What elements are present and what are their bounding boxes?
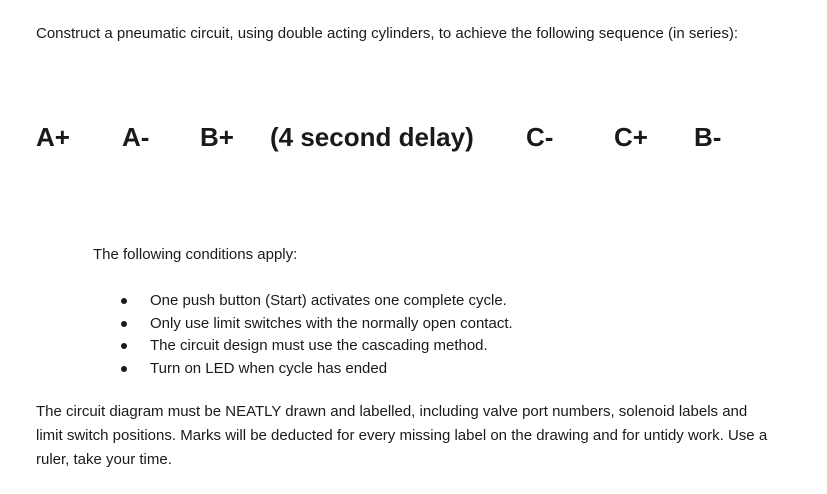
sequence-step-delay: (4 second delay) — [270, 122, 474, 152]
condition-text: Only use limit switches with the normally open contact. — [150, 314, 513, 332]
bullet-icon — [121, 321, 127, 327]
actuation-sequence — [36, 117, 796, 157]
condition-item — [117, 313, 513, 336]
bullet-icon — [121, 366, 127, 372]
condition-item — [117, 335, 513, 358]
conditions-list — [117, 290, 513, 380]
condition-text: Turn on LED when cycle has ended — [150, 359, 388, 377]
condition-item — [117, 290, 513, 313]
condition-text: One push button (Start) activates one complete cycle. — [150, 292, 507, 309]
sequence-step-a-retract: A- — [122, 122, 150, 152]
sequence-step-c-retract: C- — [526, 122, 554, 152]
condition-item — [117, 358, 513, 381]
conditions-heading: The following conditions apply: — [93, 246, 298, 263]
bullet-icon — [121, 298, 127, 304]
sequence-step-b-retract: B- — [694, 122, 722, 152]
bullet-icon — [121, 343, 127, 349]
sequence-step-c-extend: C+ — [614, 122, 648, 152]
condition-text: The circuit design must use the cascading method. — [150, 337, 488, 354]
intro-paragraph: Construct a pneumatic circuit, using double acting cylinders, to achieve the following sequence (in series): — [36, 25, 739, 42]
sequence-step-b-extend: B+ — [200, 122, 234, 152]
closing-paragraph: The circuit diagram must be NEATLY drawn and labelled, including valve port numbers, solenoid labels and limit switch positions. Marks will be deducted for every missing label on the drawing and for untidy work. Use a ruler, take your time. — [36, 403, 768, 468]
sequence-step-a-extend: A+ — [36, 122, 70, 152]
